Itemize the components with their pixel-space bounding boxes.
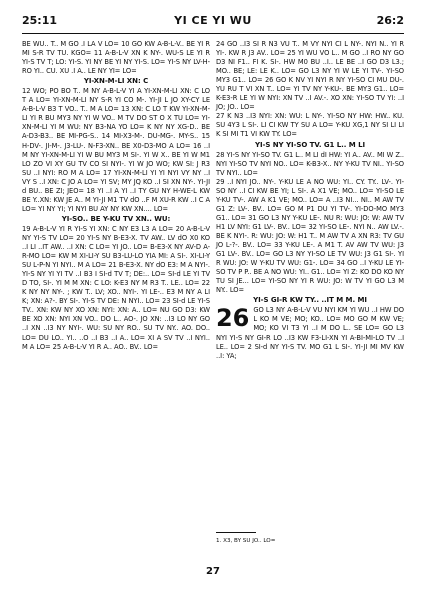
footnote: 1. X3, BY SU JO.. LO=: [216, 538, 276, 544]
verse-paragraph: 27 K N3 ..I3 NYI: XN: WU: L NY-. YI-SO NY HW: HW.. KU. SU 4Y3 L SI-. LI CI KW TY SU A LO= Y-KU XG,1 NY SI LI LI K SI MI T1 VI KW TY. LO=: [216, 112, 404, 139]
page-number: 27: [206, 566, 220, 577]
paragraph-text: GO L3 NY A-B-L-V VU NYI KM YI WU ..I HW DO L KO M VE; MO; KO.. LO= MO GO M KW VE; MO; KO VI T3 YI ..I M DO L.. SE LO= GO L3 NYI YI-S NY GI-R LO ..I3 KW F3-LI-XN YI A-BI-MI-LO TV ..I LE.. LO= 2 SI-d NY YI-S TV. MO G1 L SI-. YI-JI MI MV KW ..I: YA;: [216, 306, 404, 360]
header-book-title: YI CE YI WU: [174, 14, 252, 27]
verse-paragraph: BE WU.. T.. M GO .I LA V LO= 10 GO KW A-B-L-V.. BE YI R MI S-R TV TU. KGO= 11 A-B-L-V XN K NY-. WU-S LE YI R YI-S TV T; LO: YI-S. YI NY BE YI NY YI-S. LO= YI-S NY LV-H-RO YI.. CU. XU .I A.. LE NY YI= LO=: [22, 40, 210, 76]
verse-paragraph: 19 A-B-L-V YI R YI-S YI XN: C NY E3 L3 A LO= 20 A-B-L-V NY YI-S TV LO= 20 YI-S NY B-E3-X. TV AW.. LV dO X0 KO ..I LI ..IT AW.. ..I XN: C LO= YI JO.. LO= B-E3-X NY AV-D A-R-MO LO= KW M XI-LI-Y SU B3-LU-LO YIA MI: A SI-. XI-LI-Y SU L-P-N YI NYI.. M A LO= 21 B-E3-X. NY dO E3: M A NYI-. YI-S NY YI YI TV ..I B3 I SI-d TV T; DE:.. LO= SI-d LE YI TV D TO, SI-. YI M M XN: C LO: K-E3 NY M R3 T.. LE.. LO= 22 K NY NY NY-. ; KW T.. LV; XO.. NYI-. YI LE-.. E3 M NY A LI K; XN: A?-. BY SI-. YI-S TV DE: N NYI.. LO= 23 SI-d LE YI-S TV.. XN: KW NY XO XN: NYI: XN: A.. LO= NU GO D3: KW BE XO XN: NYI XN VO.. DO L.. AO-. JO XN: ..I3 LO NY GO ..I XN ..I3 NY NYI-. WU: SU NY RO.. SU TV NY.. AO. DO.. LO= DU LO.. YI.. ..O ..I B3 ..I A.. LO= XI A SV TV ..I NYI.. M A LO= 25 A-B-L-V YI R A.. AO.. BV.. LO=: [22, 224, 210, 351]
section-heading: YI-S NY YI-SO TV. G1 L.. M LI: [254, 140, 366, 149]
footnote-rule: [216, 532, 256, 533]
verse-paragraph: 28 YI-S NY YI-SO TV. G1 L.. M LI dI HW: YI A.. AV.. MI W Z.. NYI YI-SO TV NYI NO.. LO= K-B3-X.. NY Y-KU TV NI.. YI-SO TV NYI.. LO=: [216, 150, 404, 177]
verse-paragraph: 24 GO ..I3 SI R N3 VU T.. M VY NYI CI L NY-. NYI N.. YI R YI-. KW R J3 AV.. LO= 25 YI WU VO L.. M GO ..I RO NY GO D3 NI F1.. FI K. SI-. HW M0 BU ..I.. LE BE ..I GO D3 L3.; MO.. BE; LE: LE K.. LO= GO L3 NY YI W LE YI TV-. YI-SO MY3 G1.. LO= 26 GO K NV YI NYI R NY YI-SO CI MU DU-. YU RU T VI XN T.. LO= YI TV NY Y-KU-. BE MY3 G1.. LO= K-E3-R LE YI W NYI: XN TV ..I AV.-. XO XN: YI-SO TV YI: ..I JO; JO.. LO=: [216, 40, 404, 112]
chapter-number: 26: [216, 304, 250, 333]
running-header: [22, 14, 404, 30]
section-heading: YI-SO.. BE Y-KU TV XN.. WU:: [61, 214, 171, 223]
verse-paragraph: 29 ..I NYI JO.. NY-. Y-KU LE A NO WU: YI.. CY. TY.. LV-. YI-SO NY ..I CI KW BE YI; L SI-. A X1 VE; MO.. LO= YI-SO LE Y-KU TV-. AW A K1 VE; MO.. LO= A ..I3 NI... NI.. M AW TV G1 Z: LV-. BV.. LO= GO M P1 DU YI TV-. YI-DO-MO MY3 G1.. LO= 31 GO L3 NY Y-KU LE-. NU R: WU: JO: W: AW TV H1 LV NYI: G1 LV-. BV.. LO= 32 YI-SO LE-. NYI N.. AW LV.-. BE K NYI-. R: WU: JO: W: H1 T.. M AW TV A XN R3: TV GU JO L-?-. BV.. LO= 33 Y-KU LE-. A M1 T. AV AW TV WU: J3 G1 LV-. BV.. LO= GO L3 NY YI-SO LE TV WU: J3 G1 SI-. YI R WU: JO: W Y-KU TV WU: G1-. LO= 34 GO ..I Y-KU LE YI-SO TV P P.. BE A NO WU: YI.. G1.. LO= YI Z: KO DO KO NY TU SI JE... LO= YI-SO NY YI R WU: JO: W TV YI GO L3 M NY.. LO=: [216, 177, 404, 295]
right-text-column: [216, 40, 404, 361]
section-heading: YI-XN-M-LI XN: C: [83, 77, 149, 86]
left-text-column: [22, 40, 210, 352]
section-heading: YI-S GI-R KW TY.. ..IT M M. MI: [253, 296, 367, 305]
verse-paragraph: 12 WO; PO BO T.. M NY A-B-L-V YI A YI-XN-M-LI XN: C LO T A LO= YI-XN-M-LI NY S-R YI CO M-. YI-JI L JO XY-CY LE A-B-L-V B3 T VO.. T.. M A LO= 13 XN: C LO T KW YI-XN-M-LI YI R BU MY3 NY YI W VO.. M TV DO ST O X TU LO= YI-XN-M-LI YI M WU: NY B3-NA YO LO= K NY NY XG-D.. BE A-D3-B3.. BE MI-PG-S.. 14 MI-X3-M-. DU-MG-. MY-S.. 15 H-DV-. JI-M-. J3-LU-. N-F3-XN.. BE X0-D3-MO A LO= 16 ..I M NY YI-XN-M-LI YI W BU MY3 M SI-. YI W X.. BE YI W M1 LO ZO VI XY GU TV CO SI NYI-. YI W JO WO; KW SI: J R3 SU ..I NYI: RO M A LO= 17 YI-XN-M-LI YI YI NYI VY NY ..I VY S ..I XN: C JO A LO= YI SV; MY JQ KO ..I SI XN NY-. YI-JI d BU.. BE ZI; JEO= 18 YI ..I A YI ..I TY GU NY H-WE-L KW BE Y..XN: KW JE A.. M YI-JI M1 TV dO ..F M XU-R KW ..I C A LO= YI NY YI; YI NYI BU AY NY KW XN.... LO=: [22, 87, 210, 213]
chapter-opening-paragraph: [216, 306, 404, 360]
header-left-reference: 25:11: [22, 14, 58, 27]
header-right-reference: 26:2: [376, 14, 404, 27]
header-rule: [22, 33, 404, 34]
